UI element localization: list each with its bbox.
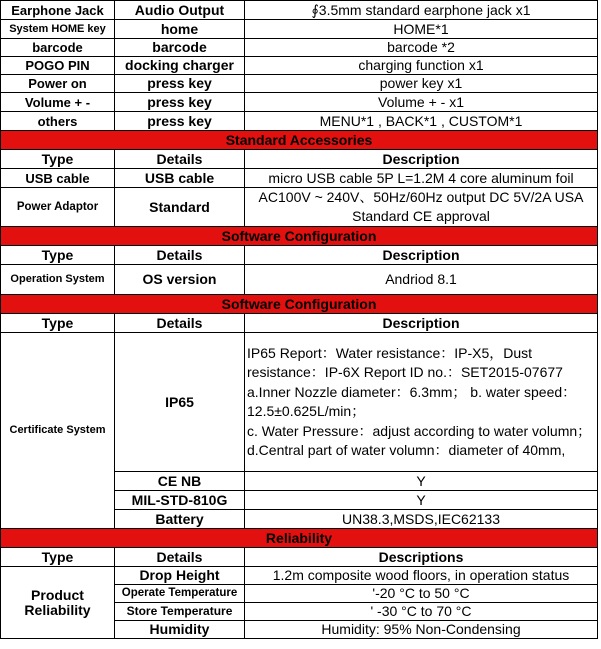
- type-cell: others: [1, 112, 115, 131]
- column-header-row: [1, 548, 598, 567]
- description-cell: ∮3.5mm standard earphone jack x1: [245, 1, 598, 20]
- description-cell: charging function x1: [245, 57, 598, 75]
- column-header-details: Details: [115, 246, 245, 265]
- description-cell: AC100V ~ 240V、50Hz/60Hz output DC 5V/2A USA Standard CE approval: [245, 188, 598, 227]
- details-cell: OS version: [115, 265, 245, 295]
- description-cell: [245, 333, 598, 472]
- description-cell: Y: [245, 472, 598, 491]
- description-cell: HOME*1: [245, 20, 598, 39]
- type-cell: USB cable: [1, 169, 115, 188]
- type-cell: Product Reliability: [1, 567, 115, 639]
- details-cell: MIL-STD-810G: [115, 491, 245, 510]
- details-cell: press key: [115, 93, 245, 112]
- column-header-type: Type: [1, 314, 115, 333]
- description-cell: '-20 °C to 50 °C: [245, 585, 598, 603]
- details-cell: USB cable: [115, 169, 245, 188]
- description-cell: 1.2m composite wood floors, in operation status: [245, 567, 598, 585]
- table-row: [1, 20, 598, 39]
- table-row: [1, 333, 598, 472]
- description-cell: micro USB cable 5P L=1.2M 4 core aluminum foil: [245, 169, 598, 188]
- table-row: [1, 93, 598, 112]
- description-cell: Y: [245, 491, 598, 510]
- details-cell: Operate Temperature: [115, 585, 245, 603]
- column-header-details: Details: [115, 314, 245, 333]
- section-title-accessories: Standard Accessories: [1, 131, 598, 150]
- type-cell: System HOME key: [1, 20, 115, 39]
- column-header-row: [1, 314, 598, 333]
- type-cell: Power on: [1, 75, 115, 93]
- description-cell: MENU*1 , BACK*1 , CUSTOM*1: [245, 112, 598, 131]
- details-cell: Humidity: [115, 621, 245, 639]
- ip65-line: IP65 Report：Water resistance：IP-X5，Dust resistance：IP-6X Report ID no.：SET2015-07677: [247, 344, 563, 380]
- type-cell: Power Adaptor: [1, 188, 115, 227]
- details-cell: home: [115, 20, 245, 39]
- type-cell: Earphone Jack: [1, 1, 115, 20]
- type-cell: Operation System: [1, 265, 115, 295]
- table-row: [1, 1, 598, 20]
- column-header-description: Description: [245, 246, 598, 265]
- ip65-line: c. Water Pressure：adjust according to water volumn；: [247, 422, 592, 439]
- details-cell: Battery: [115, 510, 245, 529]
- ip65-line: d.Central part of water volumn：diameter of 40mm,: [247, 442, 566, 458]
- column-header-description: Description: [245, 314, 598, 333]
- section-title-reliability: Reliability: [1, 529, 598, 548]
- column-header-row: [1, 246, 598, 265]
- type-cell: barcode: [1, 39, 115, 57]
- table-row: [1, 112, 598, 131]
- column-header-type: Type: [1, 150, 115, 169]
- type-cell: POGO PIN: [1, 57, 115, 75]
- table-row: [1, 75, 598, 93]
- description-cell: Andriod 8.1: [245, 265, 598, 295]
- details-cell: Audio Output: [115, 1, 245, 20]
- type-cell: Certificate System: [1, 333, 115, 529]
- table-row: [1, 265, 598, 295]
- section-header-row: [1, 227, 598, 246]
- ip65-line: a.Inner Nozzle diameter：6.3mm； b. water speed：12.5±0.625L/min；: [247, 383, 577, 419]
- table-row: [1, 169, 598, 188]
- details-cell: barcode: [115, 39, 245, 57]
- column-header-description: Descriptions: [245, 548, 598, 567]
- column-header-description: Description: [245, 150, 598, 169]
- section-header-row: [1, 529, 598, 548]
- description-cell: UN38.3,MSDS,IEC62133: [245, 510, 598, 529]
- details-cell: docking charger: [115, 57, 245, 75]
- details-cell: IP65: [115, 333, 245, 472]
- section-header-row: [1, 295, 598, 314]
- description-cell: ' -30 °C to 70 °C: [245, 603, 598, 621]
- column-header-row: [1, 150, 598, 169]
- column-header-details: Details: [115, 548, 245, 567]
- table-row: [1, 567, 598, 585]
- details-cell: press key: [115, 112, 245, 131]
- section-title-software: Software Configuration: [1, 227, 598, 246]
- details-cell: Standard: [115, 188, 245, 227]
- details-cell: CE NB: [115, 472, 245, 491]
- section-header-row: [1, 131, 598, 150]
- table-row: [1, 39, 598, 57]
- type-cell: Volume + -: [1, 93, 115, 112]
- details-cell: Store Temperature: [115, 603, 245, 621]
- details-cell: press key: [115, 75, 245, 93]
- description-cell: barcode *2: [245, 39, 598, 57]
- column-header-details: Details: [115, 150, 245, 169]
- column-header-type: Type: [1, 246, 115, 265]
- section-title-software: Software Configuration: [1, 295, 598, 314]
- table-row: [1, 57, 598, 75]
- details-cell: Drop Height: [115, 567, 245, 585]
- description-cell: power key x1: [245, 75, 598, 93]
- table-row: [1, 188, 598, 227]
- column-header-type: Type: [1, 548, 115, 567]
- description-cell: Volume + - x1: [245, 93, 598, 112]
- description-cell: Humidity: 95% Non-Condensing: [245, 621, 598, 639]
